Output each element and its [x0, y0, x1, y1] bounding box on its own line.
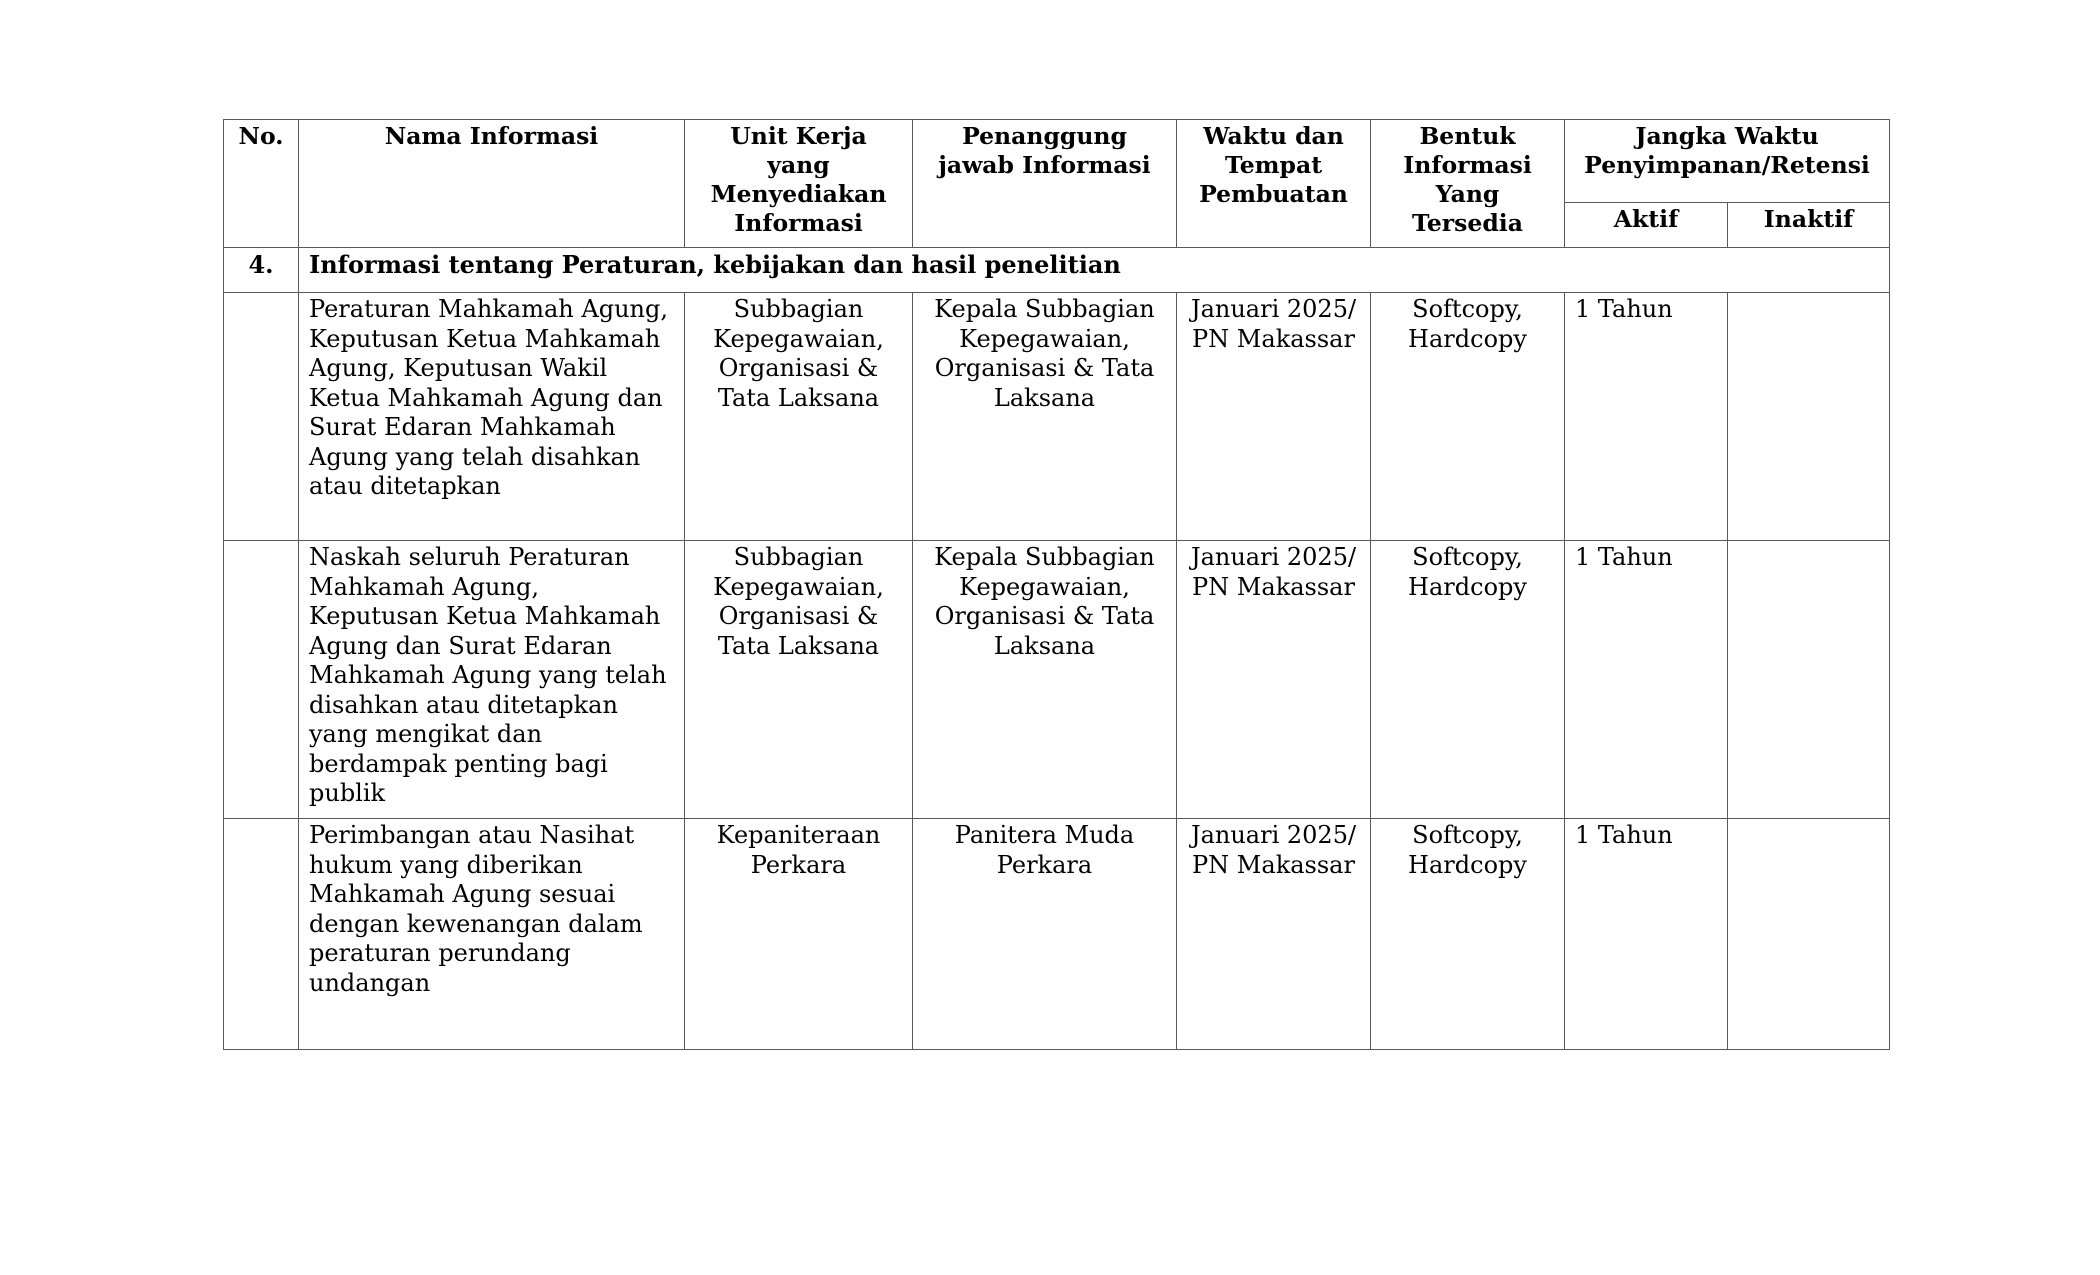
cell-bentuk-informasi: Softcopy, Hardcopy [1371, 293, 1565, 541]
cell-unit-kerja: Kepaniteraan Perkara [685, 819, 913, 1050]
cell-no [224, 541, 299, 819]
cell-inaktif [1728, 541, 1890, 819]
header-bentuk-informasi: Bentuk Informasi Yang Tersedia [1371, 120, 1565, 248]
cell-nama-informasi: Peraturan Mahkamah Agung, Keputusan Ketua Mahkamah Agung, Keputusan Wakil Ketua Mahkamah Agung dan Surat Edaran Mahkamah Agung yang telah disahkan atau ditetapkan [299, 293, 685, 541]
header-unit-kerja: Unit Kerja yang Menyediakan Informasi [685, 120, 913, 248]
header-nama-informasi: Nama Informasi [299, 120, 685, 248]
information-table [223, 119, 1890, 1050]
header-waktu-tempat: Waktu dan Tempat Pembuatan [1177, 120, 1371, 248]
table-body [224, 248, 1890, 1050]
cell-penanggung-jawab: Kepala Subbagian Kepegawaian, Organisasi & Tata Laksana [913, 293, 1177, 541]
section-row [224, 248, 1890, 293]
section-title: Informasi tentang Peraturan, kebijakan dan hasil penelitian [299, 248, 1890, 293]
header-aktif: Aktif [1565, 203, 1728, 248]
header-inaktif: Inaktif [1728, 203, 1890, 248]
header-penanggung-jawab: Penanggung jawab Informasi [913, 120, 1177, 248]
cell-waktu-tempat: Januari 2025/ PN Makassar [1177, 819, 1371, 1050]
cell-penanggung-jawab: Kepala Subbagian Kepegawaian, Organisasi & Tata Laksana [913, 541, 1177, 819]
cell-unit-kerja: Subbagian Kepegawaian, Organisasi & Tata Laksana [685, 293, 913, 541]
table-row [224, 541, 1890, 819]
cell-no [224, 819, 299, 1050]
header-row [224, 120, 1890, 203]
header-jangka-waktu: Jangka Waktu Penyimpanan/Retensi [1565, 120, 1890, 203]
cell-aktif: 1 Tahun [1565, 293, 1728, 541]
header-no: No. [224, 120, 299, 248]
cell-unit-kerja: Subbagian Kepegawaian, Organisasi & Tata Laksana [685, 541, 913, 819]
cell-inaktif [1728, 293, 1890, 541]
cell-aktif: 1 Tahun [1565, 541, 1728, 819]
cell-inaktif [1728, 819, 1890, 1050]
cell-nama-informasi: Naskah seluruh Peraturan Mahkamah Agung, Keputusan Ketua Mahkamah Agung dan Surat Edaran Mahkamah Agung yang telah disahkan atau ditetapkan yang mengikat dan berdampak penting bagi publik [299, 541, 685, 819]
cell-waktu-tempat: Januari 2025/ PN Makassar [1177, 541, 1371, 819]
cell-penanggung-jawab: Panitera Muda Perkara [913, 819, 1177, 1050]
cell-no [224, 293, 299, 541]
section-number: 4. [224, 248, 299, 293]
cell-bentuk-informasi: Softcopy, Hardcopy [1371, 819, 1565, 1050]
table-header [224, 120, 1890, 248]
table-row [224, 293, 1890, 541]
cell-bentuk-informasi: Softcopy, Hardcopy [1371, 541, 1565, 819]
cell-aktif: 1 Tahun [1565, 819, 1728, 1050]
table-row [224, 819, 1890, 1050]
cell-nama-informasi: Perimbangan atau Nasihat hukum yang diberikan Mahkamah Agung sesuai dengan kewenangan dalam peraturan perundang undangan [299, 819, 685, 1050]
cell-waktu-tempat: Januari 2025/ PN Makassar [1177, 293, 1371, 541]
